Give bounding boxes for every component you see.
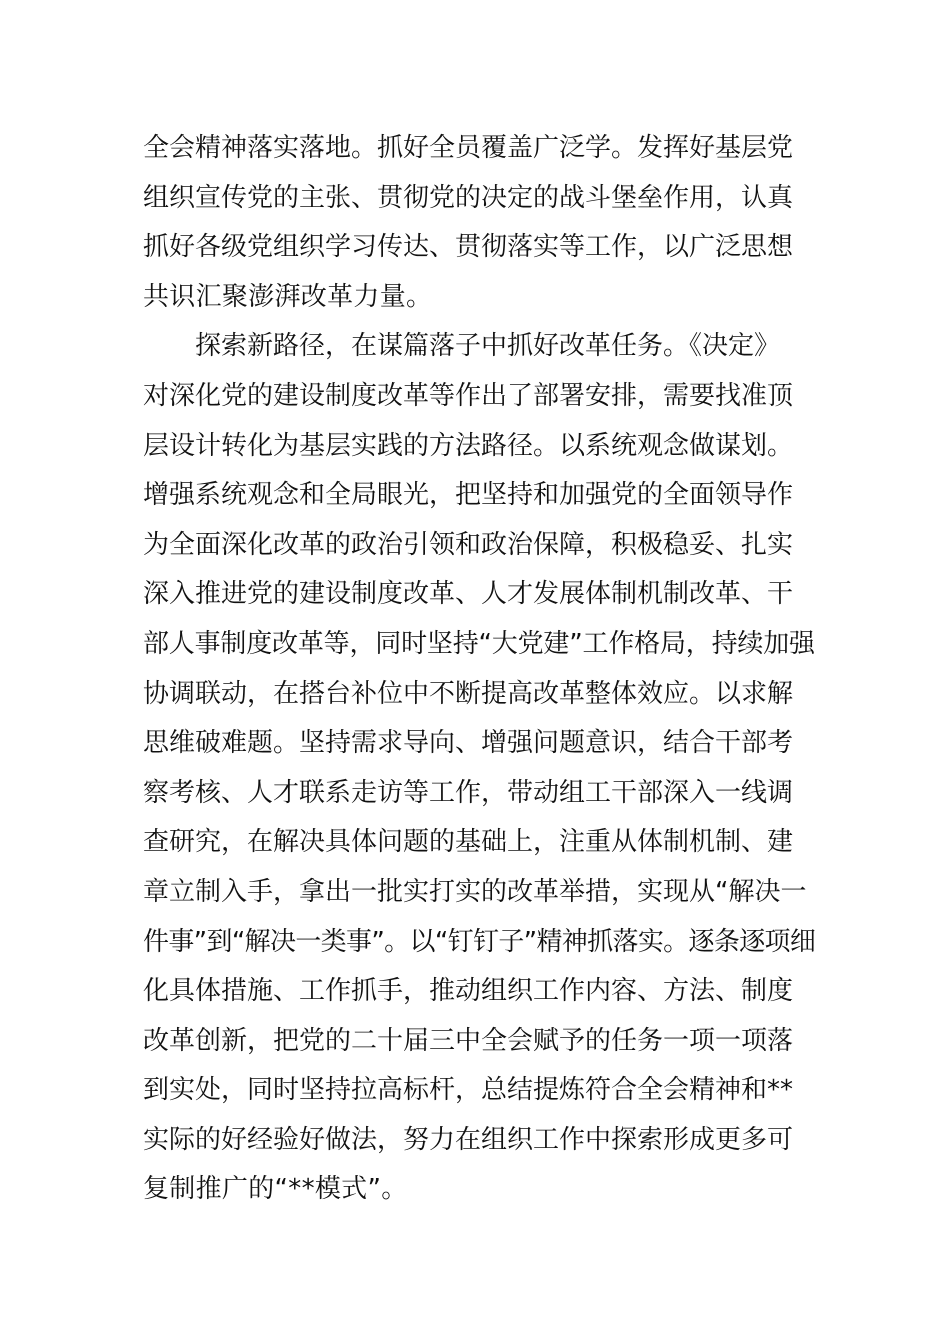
text-line: 察考核、人才联系走访等工作，带动组工干部深入一线调 (143, 777, 794, 808)
text-line: 组织宣传党的主张、贯彻党的决定的战斗堡垒作用，认真 (143, 182, 794, 213)
text-line: 全会精神落实落地。抓好全员覆盖广泛学。发挥好基层党 (143, 133, 794, 163)
text-line: 实际的好经验好做法，努力在组织工作中探索形成更多可 (143, 1124, 794, 1155)
text-line: 查研究，在解决具体问题的基础上，注重从体制机制、建 (143, 827, 794, 858)
text-line: 协调联动，在搭台补位中不断提高改革整体效应。以求解 (143, 678, 794, 709)
text-line: 探索新路径，在谋篇落子中抓好改革任务。《决定》 (195, 331, 781, 362)
text-line: 化具体措施、工作抓手，推动组织工作内容、方法、制度 (143, 976, 794, 1007)
text-line: 到实处，同时坚持拉高标杆，总结提炼符合全会精神和** (143, 1075, 794, 1106)
text-line: 件事”到“解决一类事”。以“钉钉子”精神抓落实。逐条逐项细 (143, 926, 816, 957)
text-line: 增强系统观念和全局眼光，把坚持和加强党的全面领导作 (143, 480, 794, 511)
text-line: 部人事制度改革等，同时坚持“大党建”工作格局，持续加强 (143, 628, 815, 659)
text-line: 改革创新，把党的二十届三中全会赋予的任务一项一项落 (143, 1025, 794, 1056)
text-line: 深入推进党的建设制度改革、人才发展体制机制改革、干 (143, 579, 794, 610)
text-line: 思维破难题。坚持需求导向、增强问题意识，结合干部考 (143, 728, 794, 759)
text-line: 复制推广的“**模式”。 (143, 1174, 408, 1205)
text-line: 层设计转化为基层实践的方法路径。以系统观念做谋划。 (143, 430, 794, 461)
text-line: 章立制入手，拿出一批实打实的改革举措，实现从“解决一 (143, 876, 807, 907)
document-body (143, 124, 815, 1215)
text-line: 抓好各级党组织学习传达、贯彻落实等工作，以广泛思想 (143, 232, 794, 263)
text-line: 为全面深化改革的政治引领和政治保障，积极稳妥、扎实 (143, 529, 794, 560)
text-line: 共识汇聚澎湃改革力量。 (143, 281, 433, 312)
paragraph-1 (143, 124, 815, 322)
text-line: 对深化党的建设制度改革等作出了部署安排，需要找准顶 (143, 380, 794, 411)
paragraph-2 (143, 322, 815, 1215)
